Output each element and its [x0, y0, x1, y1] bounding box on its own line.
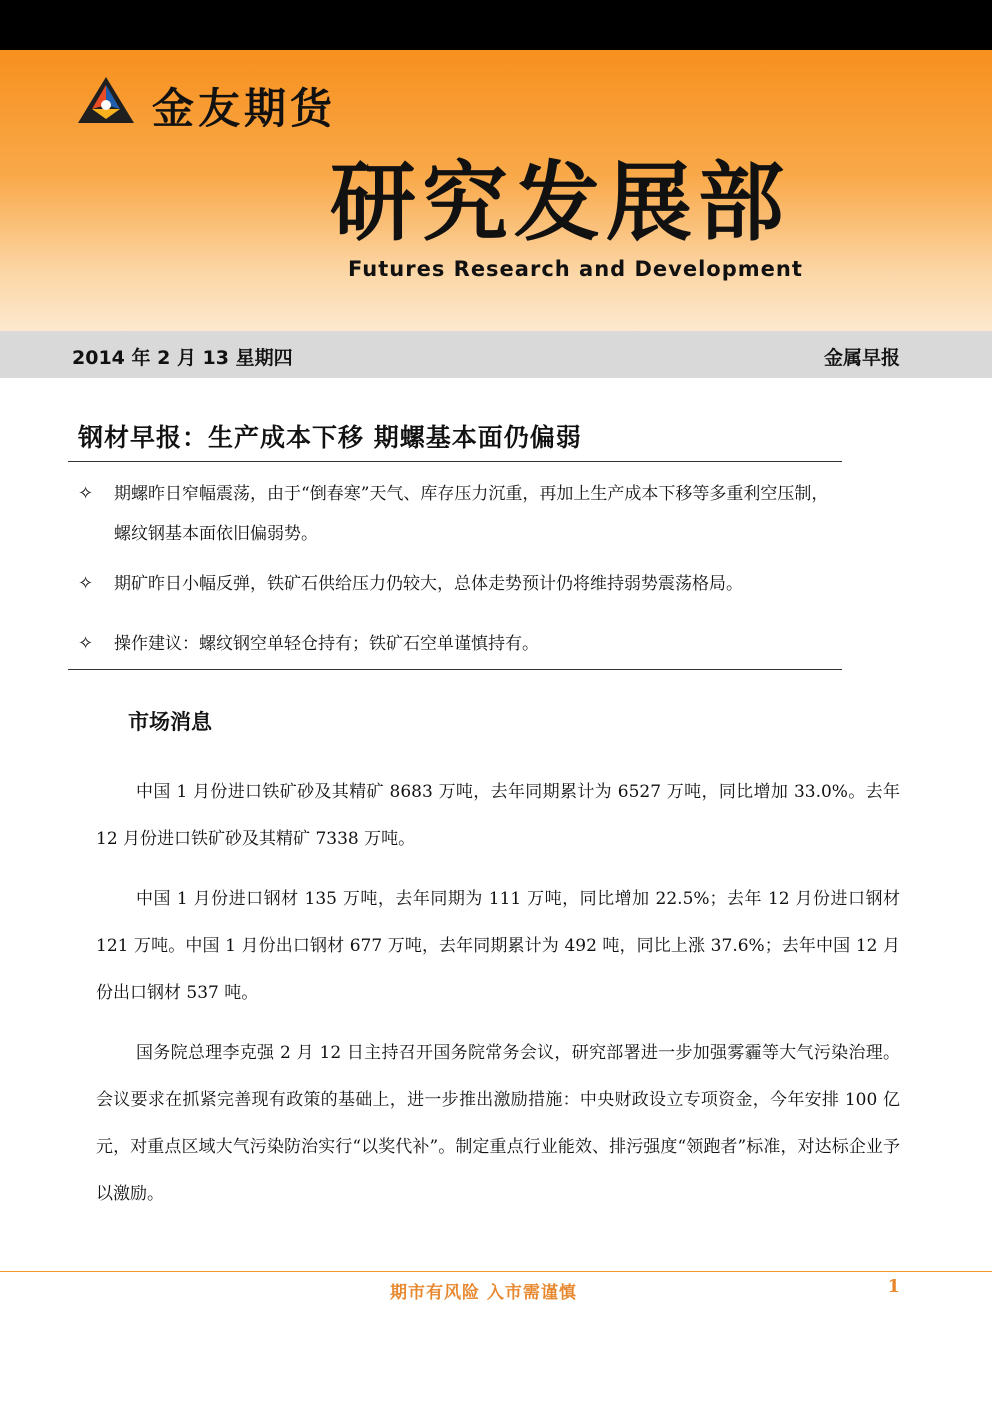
footer-slogan: 期市有风险 入市需谨慎 — [390, 1283, 577, 1303]
diamond-star-icon: ✧ — [78, 483, 94, 504]
news-paragraph: 国务院总理李克强 2 月 12 日主持召开国务院常务会议，研究部署进一步加强雾霾等大气污染治理。会议要求在抓紧完善现有政策的基础上，进一步推出激励措施：中央财政设立专项资金，今年安排 100 亿元，对重点区域大气污染防治实行“以奖代补”。制定重点行业能效、排污强度“领跑者”标准，对达标企业予以激励。 — [96, 1043, 900, 1204]
department-title: 研究发展部 — [330, 152, 790, 253]
company-logo-icon — [76, 75, 136, 125]
department-subtitle: Futures Research and Development — [348, 257, 803, 281]
report-headline: 钢材早报：生产成本下移 期螺基本面仍偏弱 — [78, 423, 582, 452]
section-title: 市场消息 — [128, 710, 212, 734]
headline-divider — [68, 461, 842, 462]
summary-bullet-text: 期矿昨日小幅反弹，铁矿石供给压力仍较大，总体走势预计仍将维持弱势震荡格局。 — [114, 574, 743, 594]
report-date: 2014 年 2 月 13 星期四 — [72, 347, 293, 369]
footer-divider — [0, 1271, 992, 1272]
page-number: 1 — [887, 1276, 900, 1297]
news-paragraph: 中国 1 月份进口钢材 135 万吨，去年同期为 111 万吨，同比增加 22.5%；去年 12 月份进口钢材 121 万吨。中国 1 月份出口钢材 677 万吨，去年同期累计为 492 吨，同比上涨 37.6%；去年中国 12 月份出口钢材 537 吨。 — [96, 889, 900, 1003]
summary-divider — [68, 669, 842, 670]
news-paragraph: 中国 1 月份进口铁矿砂及其精矿 8683 万吨，去年同期累计为 6527 万吨，同比增加 33.0%。去年 12 月份进口铁矿砂及其精矿 7338 万吨。 — [96, 782, 900, 849]
summary-bullet-text: 操作建议：螺纹钢空单轻仓持有；铁矿石空单谨慎持有。 — [114, 634, 539, 654]
diamond-star-icon: ✧ — [78, 633, 94, 654]
summary-bullet-text: 期螺昨日窄幅震荡，由于“倒春寒”天气、库存压力沉重，再加上生产成本下移等多重利空压制，螺纹钢基本面依旧偏弱势。 — [114, 484, 829, 544]
report-type: 金属早报 — [823, 347, 900, 369]
top-black-bar — [0, 0, 992, 50]
diamond-star-icon: ✧ — [78, 573, 94, 594]
company-name: 金友期货 — [152, 84, 337, 133]
